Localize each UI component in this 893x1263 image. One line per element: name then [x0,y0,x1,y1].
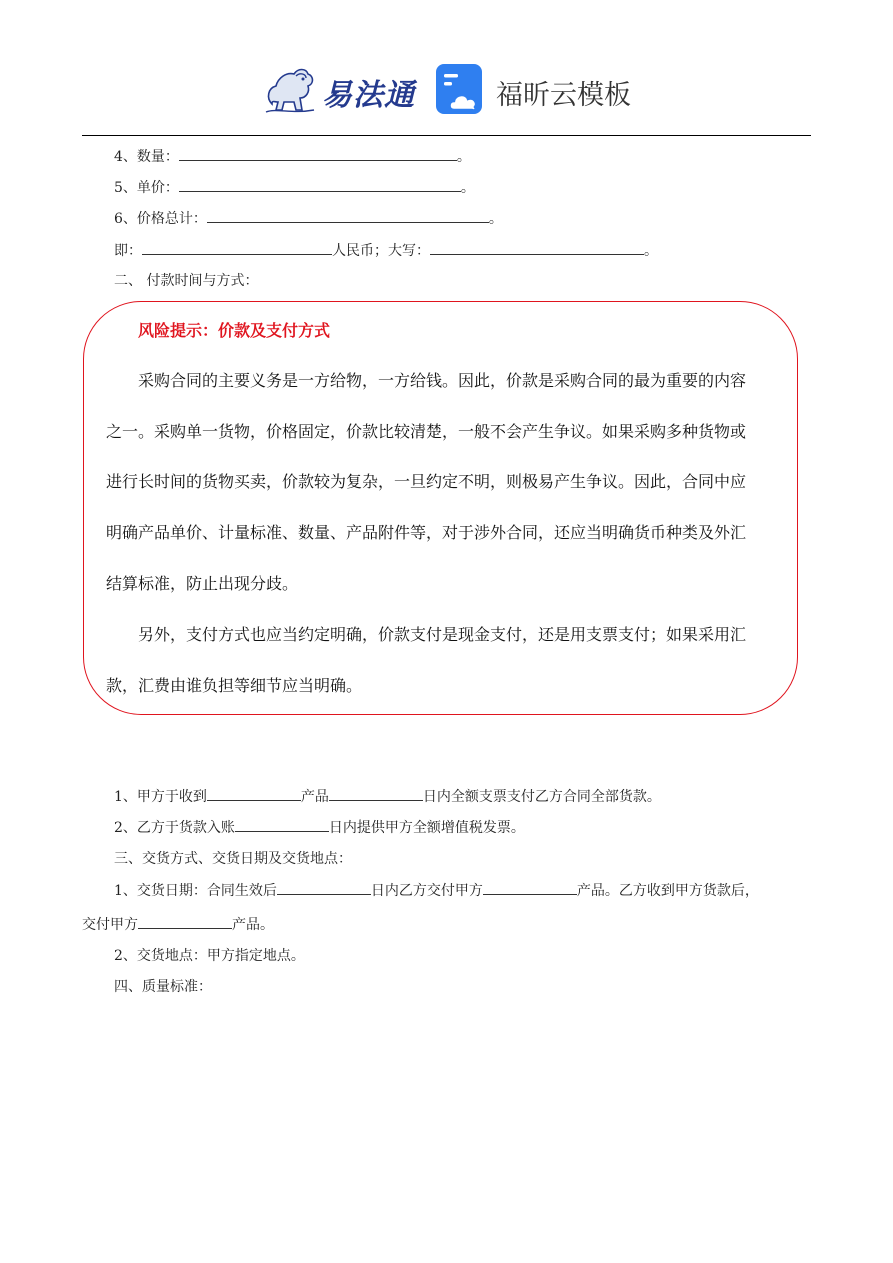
payment-clause-2: 2、乙方于货款入账 日内提供甲方全额增值税发票。 [114,817,525,838]
qilin-emblem-icon [262,64,320,116]
yifatong-logo [262,62,422,118]
risk-line: 另外，支付方式也应当约定明确，价款支付是现金支付，还是用支票支付；如果采用汇 [138,625,747,644]
total-words-line: 即： 人民币；大写： 。 [114,240,658,261]
payment-clause-1: 1、甲方于收到 产品 日内全额支票支付乙方合同全部货款。 [114,786,661,807]
logo-right-text: 福昕云模板 [496,80,631,111]
blank [483,880,577,895]
delivery-clause-2: 2、交货地点：甲方指定地点。 [114,948,305,964]
delivery-clause-1: 1、交货日期：合同生效后 日内乙方交付甲方 产品。乙方收到甲方货款后， [114,880,759,901]
risk-notice-box [83,301,798,715]
total-price-blank [207,208,489,223]
blank [235,817,329,832]
quality-heading: 四、质量标准： [114,979,212,995]
total-words-blank [430,240,644,255]
page-header [0,0,893,136]
risk-line: 采购合同的主要义务是一方给物，一方给钱。因此，价款是采购合同的最为重要的内容 [138,371,747,390]
blank [329,786,423,801]
logo-left-text: 易法通 [322,78,415,113]
risk-line: 款，汇费由谁负担等细节应当明确。 [106,676,363,695]
risk-line: 明确产品单价、计量标准、数量、产品附件等，对于涉外合同，还应当明确货币种类及外汇 [106,523,747,542]
unit-price-line: 5、单价： 。 [114,177,475,198]
total-amount-blank [142,240,332,255]
header-divider [82,135,811,136]
total-price-line: 6、价格总计： 。 [114,208,503,229]
cloud-document-icon [436,64,486,116]
risk-line: 进行长时间的货物买卖，价款较为复杂，一旦约定不明，则极易产生争议。因此，合同中应 [106,472,747,491]
risk-line: 结算标准，防止出现分歧。 [106,574,299,593]
unit-price-blank [179,177,461,192]
risk-notice-title: 风险提示：价款及支付方式 [138,321,331,340]
blank [138,914,232,929]
risk-line: 之一。采购单一货物，价格固定，价款比较清楚，一般不会产生争议。如果采购多种货物或 [106,422,747,441]
blank [207,786,301,801]
foxit-cloud-template-logo [436,64,636,118]
quantity-line: 4、数量： 。 [114,146,471,167]
delivery-heading: 三、交货方式、交货日期及交货地点： [114,851,352,867]
blank [277,880,371,895]
payment-heading: 二、 付款时间与方式： [114,273,259,289]
quantity-blank [179,146,457,161]
delivery-clause-1-cont: 交付甲方 产品。 [82,914,274,935]
